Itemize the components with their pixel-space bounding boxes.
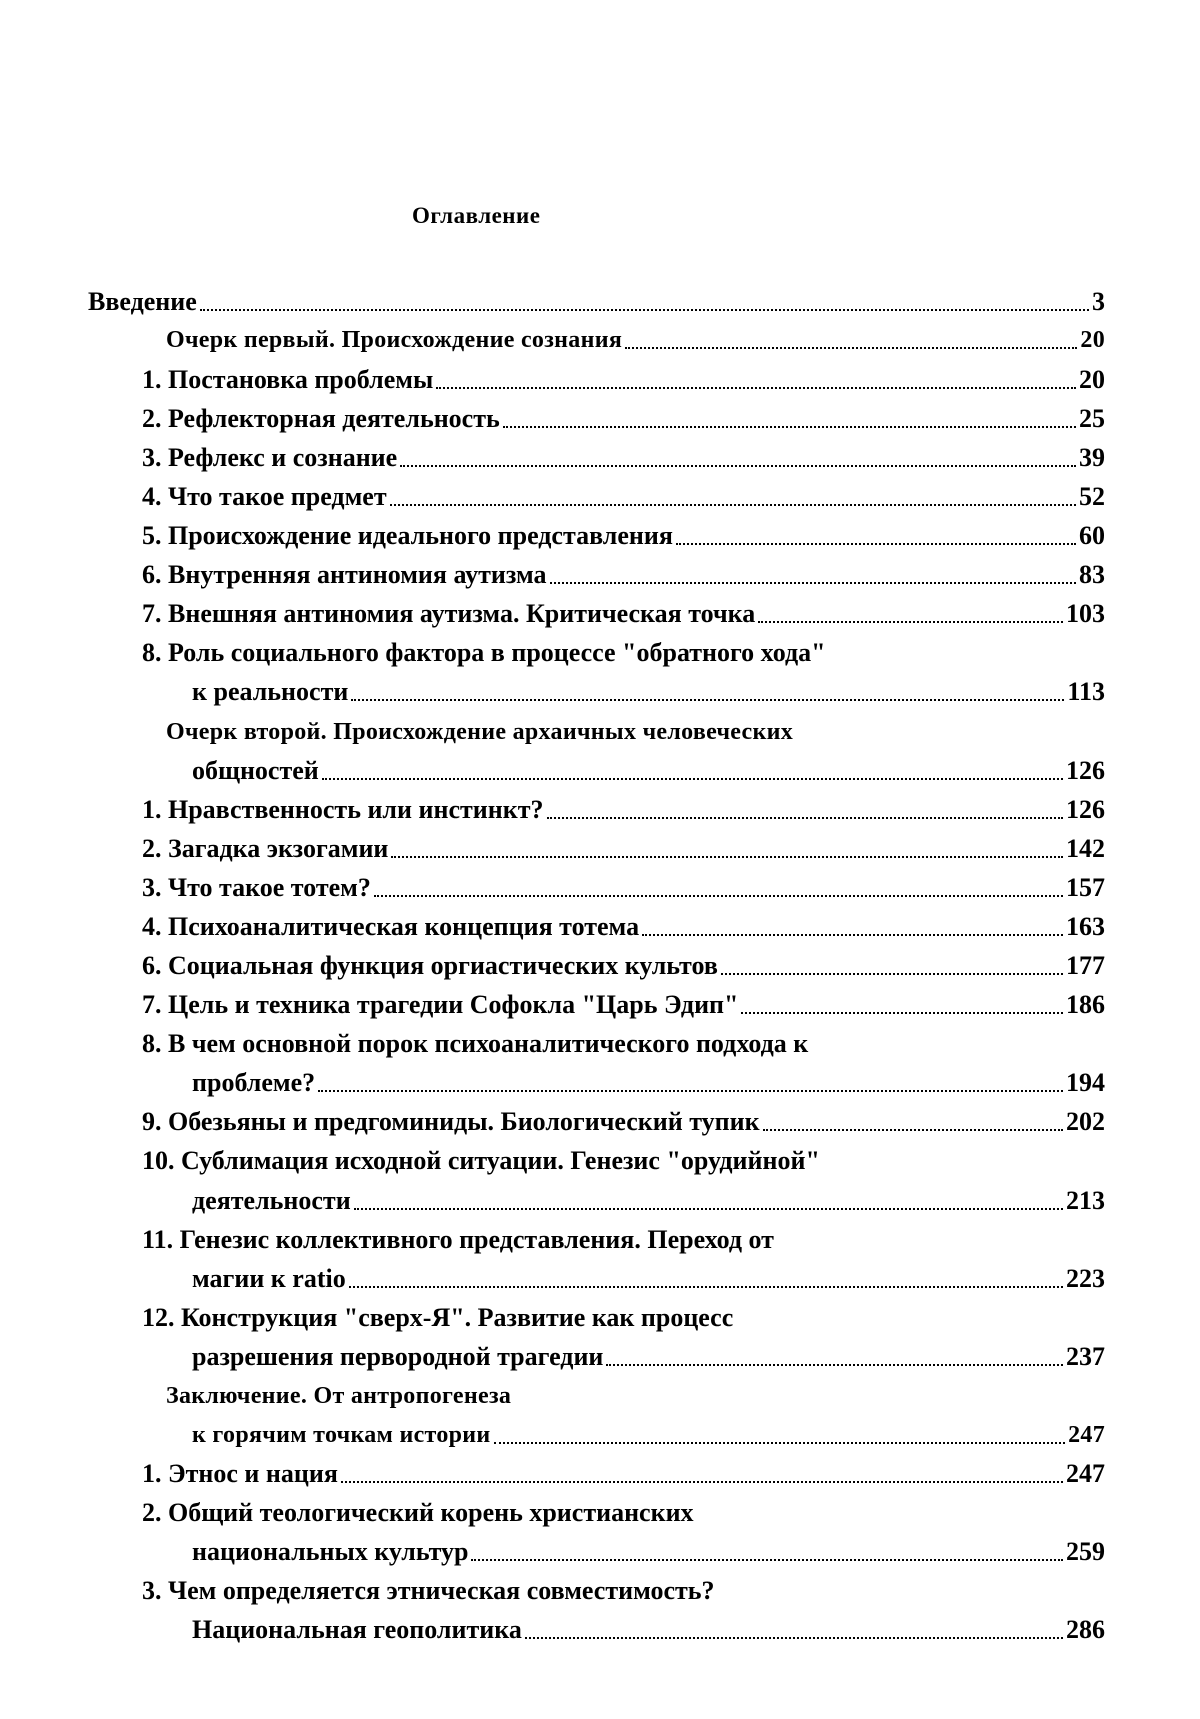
page-title: Оглавление <box>412 203 541 228</box>
toc-entry[interactable] <box>88 287 1105 317</box>
leader-dots <box>318 1088 1063 1092</box>
toc-entry-label: 4. Психоаналитическая концепция тотема <box>142 912 640 941</box>
leader-dots <box>758 619 1063 623</box>
toc-entry-page: 186 <box>1066 990 1105 1019</box>
toc-entry-label: 7. Внешняя антиномия аутизма. Критическая точка <box>142 599 756 628</box>
toc-entry-label: 1. Нравственность или инстинкт? <box>142 795 544 824</box>
toc-entry-page: 126 <box>1066 795 1105 824</box>
toc-entry-page: 194 <box>1066 1068 1105 1097</box>
leader-dots <box>494 1440 1066 1444</box>
toc-entry-page: 247 <box>1068 1422 1105 1448</box>
toc-entry-page: 202 <box>1066 1107 1105 1136</box>
toc-entry-page: 113 <box>1067 677 1105 706</box>
leader-dots <box>503 424 1076 428</box>
toc-entry-label: деятельности <box>192 1186 351 1215</box>
toc-entry-page: 20 <box>1080 327 1105 353</box>
leader-dots <box>547 815 1064 819</box>
leader-dots <box>763 1127 1063 1131</box>
toc-entry-label: Очерк первый. Происхождение сознания <box>166 327 623 353</box>
toc-entry-first-line: 12. Конструкция "сверх-Я". Развитие как процесс <box>142 1303 734 1332</box>
leader-dots <box>525 1635 1063 1639</box>
leader-dots <box>400 463 1076 467</box>
toc-entry-page: 52 <box>1079 482 1105 511</box>
leader-dots <box>741 1010 1063 1014</box>
toc-entry-label: Введение <box>88 287 197 316</box>
toc-entry-first-line: 8. В чем основной порок психоаналитического подхода к <box>142 1029 809 1058</box>
toc-entry-page: 157 <box>1066 873 1105 902</box>
toc-entry-page: 83 <box>1079 560 1105 589</box>
toc-entry-page: 3 <box>1092 287 1105 316</box>
toc-entry-label: разрешения первородной трагедии <box>192 1342 604 1371</box>
leader-dots <box>550 580 1076 584</box>
toc-entry-label: проблеме? <box>192 1068 316 1097</box>
leader-dots <box>436 385 1076 389</box>
toc-entry-label: 7. Цель и техника трагедии Софокла "Царь Эдип" <box>142 990 739 1019</box>
toc-section-heading[interactable] <box>166 325 1105 355</box>
leader-dots <box>374 893 1063 897</box>
toc-entry-label: национальных культур <box>192 1537 469 1566</box>
toc-entry-label: магии к ratio <box>192 1264 346 1293</box>
toc-entry[interactable] <box>142 521 1105 551</box>
toc-entry-first-line: 3. Чем определяется этническая совместимость? <box>142 1576 715 1605</box>
toc-entry[interactable] <box>192 1615 1105 1645</box>
toc-entry[interactable] <box>142 834 1105 864</box>
toc-entry[interactable] <box>142 795 1105 825</box>
toc-entry[interactable] <box>142 443 1105 473</box>
toc-entry-label: 5. Происхождение идеального представления <box>142 521 673 550</box>
toc-entry-label: Национальная геополитика <box>192 1615 522 1644</box>
toc-entry[interactable] <box>142 404 1105 434</box>
toc-entry-page: 39 <box>1079 443 1105 472</box>
toc-entry-page: 142 <box>1066 834 1105 863</box>
leader-dots <box>354 1206 1063 1210</box>
toc-entry-label: 1. Постановка проблемы <box>142 365 434 394</box>
toc-entry-label: к горячим точкам истории <box>192 1422 491 1448</box>
toc-entry-first-line: 2. Общий теологический корень христианских <box>142 1498 694 1527</box>
toc-entry-page: 213 <box>1066 1186 1105 1215</box>
toc-entry-page: 223 <box>1066 1264 1105 1293</box>
toc-entry-page: 20 <box>1079 365 1105 394</box>
leader-dots <box>625 345 1077 349</box>
toc-entry-page: 163 <box>1066 912 1105 941</box>
toc-entry[interactable] <box>142 365 1105 395</box>
toc-entry-label: 2. Загадка экзогамии <box>142 834 389 863</box>
leader-dots <box>642 932 1063 936</box>
toc-section-heading-first-line: Очерк второй. Происхождение архаичных человеческих <box>166 719 794 745</box>
leader-dots <box>390 502 1076 506</box>
leader-dots <box>322 776 1063 780</box>
toc-entry-label: 4. Что такое предмет <box>142 482 387 511</box>
toc-entry-first-line: 11. Генезис коллективного представления. Переход от <box>142 1225 774 1254</box>
toc-entry-label: 3. Рефлекс и сознание <box>142 443 398 472</box>
toc-entry-label: 9. Обезьяны и предгоминиды. Биологический тупик <box>142 1107 760 1136</box>
toc-entry-page: 60 <box>1079 521 1105 550</box>
toc-entry[interactable] <box>192 677 1105 707</box>
toc-entry[interactable] <box>142 951 1105 981</box>
toc-section-heading-first-line: Заключение. От антропогенеза <box>166 1383 512 1409</box>
toc-entry-label: 1. Этнос и нация <box>142 1459 338 1488</box>
toc-entry-page: 103 <box>1066 599 1105 628</box>
toc-entry[interactable] <box>142 873 1105 903</box>
toc-section-heading[interactable] <box>192 756 1105 786</box>
toc-entry[interactable] <box>192 1537 1105 1567</box>
toc-entry-page: 126 <box>1066 756 1105 785</box>
leader-dots <box>200 307 1089 311</box>
leader-dots <box>471 1557 1063 1561</box>
leader-dots <box>351 697 1064 701</box>
toc-entry[interactable] <box>142 560 1105 590</box>
toc-entry-label: 6. Социальная функция оргиастических культов <box>142 951 718 980</box>
toc-entry[interactable] <box>192 1342 1105 1372</box>
toc-entry-page: 237 <box>1066 1342 1105 1371</box>
toc-entry[interactable] <box>142 912 1105 942</box>
toc-entry-first-line: 10. Сублимация исходной ситуации. Генезис "орудийной" <box>142 1146 820 1175</box>
toc-section-heading[interactable] <box>192 1420 1105 1450</box>
toc-entry-label: 3. Что такое тотем? <box>142 873 371 902</box>
toc-entry[interactable] <box>142 1107 1105 1137</box>
toc-entry-label: 6. Внутренняя антиномия аутизма <box>142 560 547 589</box>
leader-dots <box>349 1284 1063 1288</box>
leader-dots <box>341 1479 1063 1483</box>
toc-entry-page: 286 <box>1066 1615 1105 1644</box>
toc-entry-label: к реальности <box>192 677 349 706</box>
toc-entry[interactable] <box>192 1186 1105 1216</box>
toc-entry[interactable] <box>142 599 1105 629</box>
toc-entry-page: 259 <box>1066 1537 1105 1566</box>
leader-dots <box>606 1362 1063 1366</box>
toc-entry-page: 247 <box>1066 1459 1105 1488</box>
toc-entry[interactable] <box>192 1068 1105 1098</box>
toc-entry-label: общностей <box>192 756 319 785</box>
toc-entry-page: 25 <box>1079 404 1105 433</box>
toc-entry[interactable] <box>142 1459 1105 1489</box>
toc-entry[interactable] <box>192 1264 1105 1294</box>
toc-entry-label: 2. Рефлекторная деятельность <box>142 404 500 433</box>
toc-entry[interactable] <box>142 990 1105 1020</box>
leader-dots <box>721 971 1063 975</box>
toc-entry[interactable] <box>142 482 1105 512</box>
toc-entry-page: 177 <box>1066 951 1105 980</box>
leader-dots <box>676 541 1076 545</box>
toc-entry-first-line: 8. Роль социального фактора в процессе "обратного хода" <box>142 638 826 667</box>
leader-dots <box>391 854 1063 858</box>
